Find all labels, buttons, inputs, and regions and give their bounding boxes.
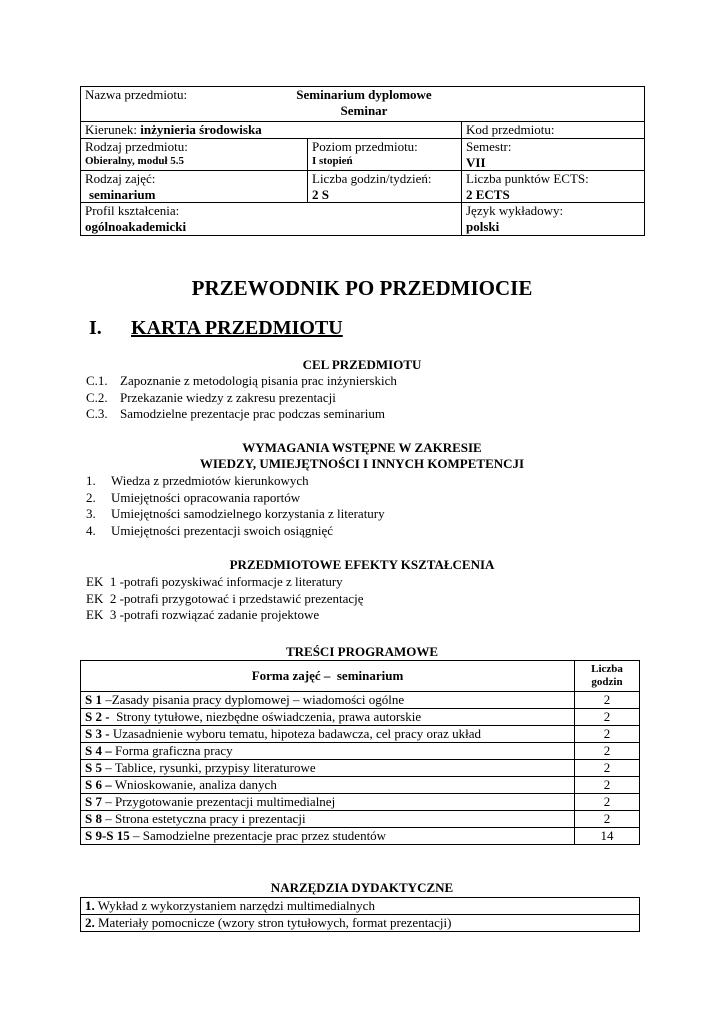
semester-cell xyxy=(462,139,645,171)
semester-label: Semestr: xyxy=(466,139,512,154)
field-of-study-label: Kierunek: xyxy=(85,122,137,137)
section-number: I. xyxy=(89,317,102,339)
class-type-label: Rodzaj zajęć: xyxy=(85,171,156,187)
section-title: KARTA PRZEDMIOTU xyxy=(131,317,343,339)
profile-label: Profil kształcenia: xyxy=(85,203,180,219)
ects-label: Liczba punktów ECTS: xyxy=(466,171,589,187)
course-name-cell xyxy=(81,87,645,122)
hours-per-week-value: 2 S xyxy=(312,186,329,202)
table-row: S 7 – Przygotowanie prezentacji multimedialnej 2 xyxy=(81,794,640,811)
profile-cell xyxy=(81,203,462,235)
requirements-heading-1: WYMAGANIA WSTĘPNE W ZAKRESIE xyxy=(242,440,482,455)
requirements-heading-2: WIEDZY, UMIEJĘTNOŚCI I INNYCH KOMPETENCJI xyxy=(199,456,525,471)
column-header-hours: Liczba godzin xyxy=(575,661,640,692)
course-type-label: Rodzaj przedmiotu: xyxy=(85,139,188,154)
course-name-label: Nazwa przedmiotu: xyxy=(85,87,188,102)
list-item: C.3. Samodzielne prezentacje prac podczas seminarium xyxy=(86,406,385,421)
list-item: C.1. Zapoznanie z metodologią pisania prac inżynierskich xyxy=(86,373,397,388)
course-info-table xyxy=(80,86,645,236)
course-name-en: Seminar xyxy=(340,102,388,118)
course-level-label: Poziom przedmiotu: xyxy=(312,139,418,154)
outcomes-list xyxy=(86,574,364,624)
ects-cell xyxy=(462,171,645,203)
table-row: S 6 – Wnioskowanie, analiza danych 2 xyxy=(81,777,640,794)
section-heading xyxy=(89,316,343,340)
list-item: 3. Umiejętności samodzielnego korzystania z literatury xyxy=(86,506,385,521)
table-row: S 5 – Tablice, rysunki, przypisy literaturowe 2 xyxy=(81,760,640,777)
table-row: S 8 – Strona estetyczna pracy i prezentacji 2 xyxy=(81,811,640,828)
hours-per-week-label: Liczba godzin/tydzień: xyxy=(312,171,432,187)
hours-per-week-cell xyxy=(308,171,462,203)
course-type-value: Obieralny, moduł 5.5 xyxy=(85,154,185,167)
course-code-label: Kod przedmiotu: xyxy=(466,122,555,137)
language-value: polski xyxy=(466,218,500,234)
language-cell xyxy=(462,203,645,235)
field-of-study-value: inżynieria środowiska xyxy=(140,122,262,137)
course-name-pl: Seminarium dyplomowe xyxy=(296,87,432,102)
teaching-tools-table xyxy=(80,897,640,932)
list-item: EK 2 -potrafi przygotować i przedstawić prezentację xyxy=(86,590,364,606)
table-row: S 4 – Forma graficzna pracy 2 xyxy=(81,743,640,760)
list-item: 1. Wiedza z przedmiotów kierunkowych xyxy=(86,473,309,488)
profile-value: ogólnoakademicki xyxy=(85,218,187,234)
list-item: 4. Umiejętności prezentacji swoich osiągnięć xyxy=(86,522,334,538)
list-item: EK 1 -potrafi pozyskiwać informacje z literatury xyxy=(86,574,343,589)
ects-value: 2 ECTS xyxy=(466,186,510,202)
table-row: S 3 - Uzasadnienie wyboru tematu, hipoteza badawcza, cel pracy oraz układ 2 xyxy=(81,726,640,743)
table-row: 1. Wykład z wykorzystaniem narzędzi multimedialnych xyxy=(81,898,640,915)
class-type-cell xyxy=(81,171,308,203)
teaching-tools-heading: NARZĘDZIA DYDAKTYCZNE xyxy=(270,880,454,895)
field-of-study-cell xyxy=(81,122,462,139)
course-level-cell xyxy=(308,139,462,171)
requirements-list xyxy=(86,473,385,539)
table-row: S 1 –Zasady pisania pracy dyplomowej – wiadomości ogólne 2 xyxy=(81,692,640,709)
list-item: EK 3 -potrafi rozwiązać zadanie projektowe xyxy=(86,607,320,622)
outcomes-heading: PRZEDMIOTOWE EFEKTY KSZTAŁCENIA xyxy=(229,557,495,572)
program-content-table xyxy=(80,660,640,845)
column-header-form: Forma zajęć – seminarium xyxy=(81,661,575,692)
page-title: PRZEWODNIK PO PRZEDMIOCIE xyxy=(191,276,533,300)
table-row: S 9-S 15 – Samodzielne prezentacje prac przez studentów 14 xyxy=(81,828,640,845)
language-label: Język wykładowy: xyxy=(466,203,564,219)
table-row: 2. Materiały pomocnicze (wzory stron tytułowych, format prezentacji) xyxy=(81,915,640,932)
goals-heading: CEL PRZEDMIOTU xyxy=(302,357,422,372)
goals-list xyxy=(86,373,397,423)
list-item: C.2. Przekazanie wiedzy z zakresu prezentacji xyxy=(86,389,336,405)
list-item: 2. Umiejętności opracowania raportów xyxy=(86,489,301,505)
semester-value: VII xyxy=(466,154,486,170)
program-content-heading: TREŚCI PROGRAMOWE xyxy=(285,644,439,659)
course-level-value: I stopień xyxy=(312,154,353,167)
class-type-value: seminarium xyxy=(89,186,156,202)
table-row: S 2 - Strony tytułowe, niezbędne oświadczenia, prawa autorskie 2 xyxy=(81,709,640,726)
course-code-cell xyxy=(462,122,645,139)
course-type-cell xyxy=(81,139,308,171)
